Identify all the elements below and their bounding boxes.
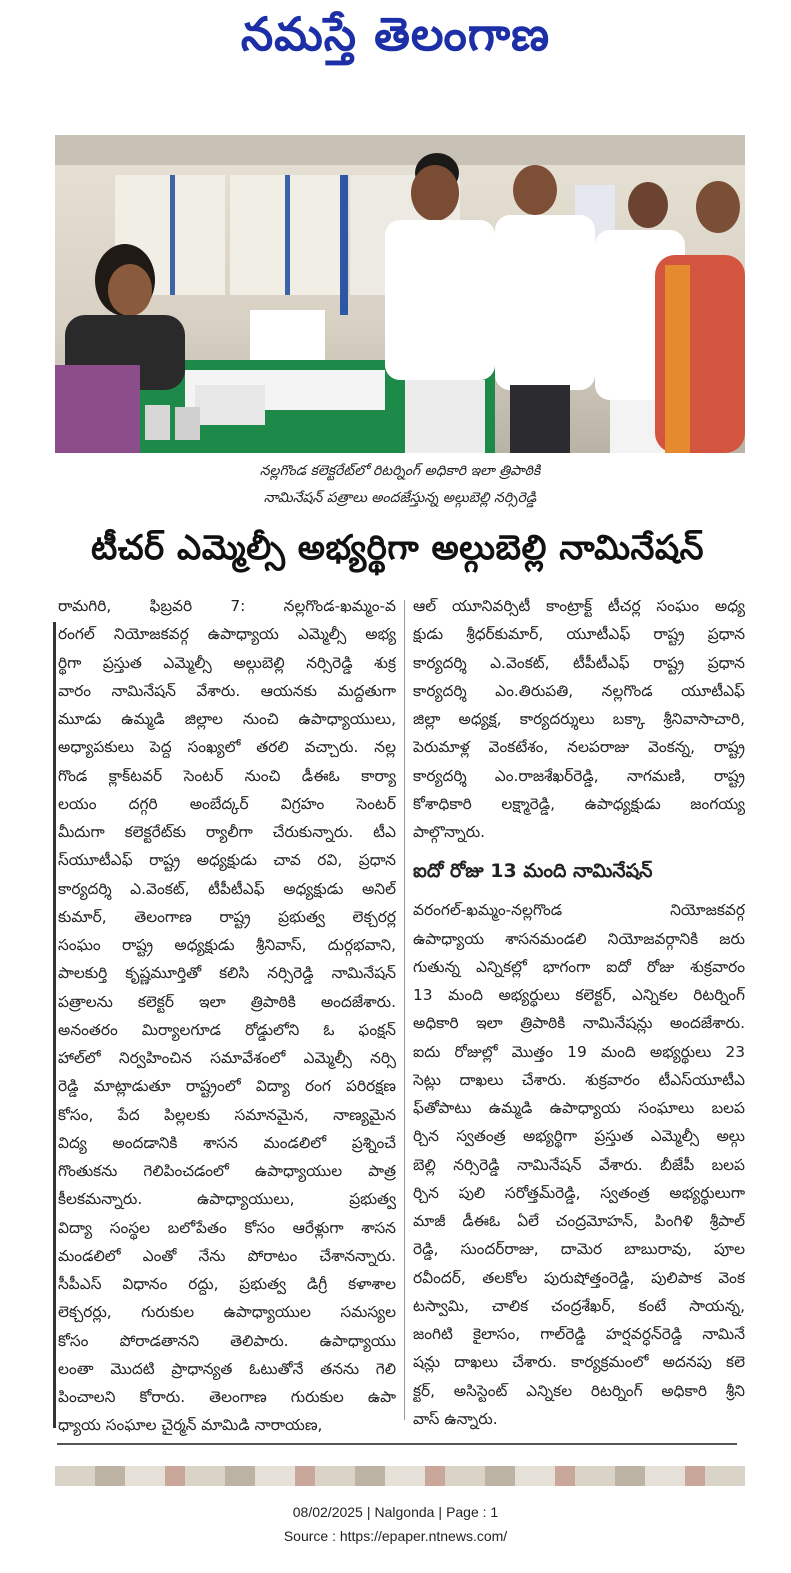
article-line: అధ్యాపకులు పెద్ద సంఖ్యలో తరలి వచ్చారు. నల్ల bbox=[58, 738, 396, 757]
article-line: జంగిటి కైలాసం, గాల్‌రెడ్డి హర్షవర్ధన్‌రెడ్డి నామినే bbox=[413, 1325, 745, 1343]
article-line: గొండ క్లాక్‌టవర్ సెంటర్ నుంచి డీఈఓ కార్యా bbox=[58, 766, 396, 785]
article-line: షన్లు దాఖలు చేశారు. కార్యక్రమంలో అదనపు కలె bbox=[413, 1353, 745, 1372]
newspaper-title: నమస్తే తెలంగాణ bbox=[240, 7, 551, 61]
news-photo bbox=[55, 135, 745, 453]
article-line: పెరుమాళ్ల వెంకటేశం, నలపరాజు వెంకన్న, రాష్ట్ర bbox=[413, 738, 745, 757]
article-line: రెడ్డి, సుందర్‌రాజు, దామెర బాబురావు, పూల bbox=[413, 1240, 745, 1259]
article-line: విద్య అందడానికి శాసన మండలిలో ప్రశ్నించే bbox=[58, 1133, 396, 1152]
article-line: లంతా మొదటి ప్రాధాన్యత ఓటుతోనే తనను గెలి bbox=[58, 1359, 396, 1378]
article-headline: టీచర్ ఎమ్మెల్సీ అభ్యర్థిగా అల్గుబెల్లి నామినేషన్ bbox=[90, 528, 705, 568]
article-line: ర్థిగా ప్రస్తుత ఎమ్మెల్సీ అల్గుబెల్లి నర్సిరెడ్డి శుక్ర bbox=[58, 653, 396, 672]
article-line: ఆల్ యూనివర్సిటీ కాంట్రాక్ట్ టీచర్ల సంఘం అధ్య bbox=[413, 597, 745, 615]
article-line: అనంతరం మిర్యాలగూడ రోడ్డులోని ఓ ఫంక్షన్ bbox=[58, 1020, 396, 1039]
article-line: ర్చిన పులి సరోత్తమ్‌రెడ్డి, స్వతంత్ర అభ్యర్థులుగా bbox=[413, 1183, 745, 1202]
article-line: బెల్లి నర్సిరెడ్డి నామినేషన్ వేశారు. బీజేపీ బలప bbox=[413, 1155, 745, 1174]
article-line: రామగిరి, ఫిబ్రవరి 7: నల్లగొండ-ఖమ్మం-వ bbox=[58, 597, 396, 615]
article-line: అధికారి ఇలా త్రిపాఠికి నామినేషన్లు అందజేశారు. bbox=[413, 1014, 745, 1033]
article-line: వారం నామినేషన్ వేశారు. ఆయనకు మద్దతుగా bbox=[58, 681, 396, 700]
article-line: స్‌యూటీఎఫ్ రాష్ట్ర అధ్యక్షుడు చావ రవి, ప్రధాన bbox=[58, 851, 396, 870]
article-line: కోసం, పేద పిల్లలకు సమానమైన, నాణ్యమైన bbox=[58, 1105, 396, 1124]
article-left-column bbox=[58, 592, 396, 1440]
article-line: మీదుగా కలెక్టరేట్‌కు ర్యాలీగా చేరుకున్నారు. టీఎ bbox=[58, 823, 396, 841]
footer-page: Page : 1 bbox=[446, 1504, 499, 1520]
masthead bbox=[0, 0, 791, 80]
caption-line: నల్లగొండ కలెక్టరేట్‌లో రిటర్నింగ్ అధికారి ఇలా త్రిపాఠికి bbox=[259, 463, 541, 479]
article-line: రంగల్ నియోజకవర్గ ఉపాధ్యాయ ఎమ్మెల్సీ అభ్య bbox=[58, 625, 396, 644]
article-line: రవీందర్, తలకోల పురుషోత్తంరెడ్డి, పులిపాక వెంక bbox=[413, 1268, 745, 1287]
article-line: పాల్గొన్నారు. bbox=[413, 823, 486, 841]
article-line: కీలకమన్నారు. ఉపాధ్యాయులు, ప్రభుత్వ bbox=[58, 1190, 396, 1209]
article-line: కోశాధికారి లక్ష్మారెడ్డి, ఉపాధ్యక్షుడు జంగయ్య bbox=[413, 794, 745, 813]
article-line: పాలకుర్తి కృష్ణమూర్తితో కలిసి నర్సిరెడ్డి నామినేషన్ bbox=[58, 964, 396, 983]
bottom-divider bbox=[57, 1443, 737, 1445]
page-footer bbox=[0, 1500, 791, 1548]
article-line: ఉపాధ్యాయ శాసనమండలి నియోజవర్గానికి జరు bbox=[413, 929, 745, 948]
article-line: వరంగల్-ఖమ్మం-నల్లగొండ నియోజకవర్గ bbox=[413, 901, 745, 920]
article-line: ఫ్‌తోపాటు ఉమ్మడి ఉపాధ్యాయ సంఘాలు బలప bbox=[413, 1099, 745, 1117]
column-accent-bar bbox=[53, 622, 56, 1428]
article-line: లయం దగ్గరి అంబేద్కర్ విగ్రహం సెంటర్ bbox=[58, 794, 396, 813]
article-line: కార్యదర్శి ఎ.వెంకట్, టీపీటీఎఫ్ రాష్ట్ర ప్రధాన bbox=[413, 653, 745, 672]
article-line: పత్రాలను కలెక్టర్ ఇలా త్రిపాఠికి అందజేశారు. bbox=[58, 992, 396, 1011]
article-line: విద్యా సంస్థల బలోపేతం కోసం ఆరేళ్లుగా శాసన bbox=[58, 1218, 396, 1237]
photo-illustration bbox=[55, 135, 745, 453]
article-line: మూడు ఉమ్మడి జిల్లాల నుంచి ఉపాధ్యాయులు, bbox=[58, 710, 396, 728]
article-line: క్షుడు శ్రీధర్‌కుమార్, యూటీఎఫ్ రాష్ట్ర ప్రధాన bbox=[413, 625, 745, 644]
article-line: టస్వామి, చాలిక చంద్రశేఖర్, కంటే సాయన్న, bbox=[413, 1296, 745, 1315]
article-line: గొంతుకను గెలిపించడంలో ఉపాధ్యాయుల పాత్ర bbox=[58, 1162, 396, 1180]
article-line: రెడ్డి మాట్లాడుతూ రాష్ట్రంలో విద్యా రంగ పరిరక్షణ bbox=[58, 1077, 396, 1096]
article-line: మండలిలో ఎంతో నేను పోరాటం చేశానన్నారు. bbox=[58, 1246, 396, 1265]
article-subheading: ఐదో రోజు 13 మంది నామినేషన్ bbox=[413, 860, 653, 883]
article-line: గుతున్న ఎన్నికల్లో భాగంగా ఐదో రోజు శుక్రవారం bbox=[413, 957, 745, 976]
article-line: పించాలని కోరారు. తెలంగాణ గురుకుల ఉపా bbox=[58, 1388, 396, 1406]
article-line: కుమార్, తెలంగాణ రాష్ట్ర ప్రభుత్వ లెక్చరర్ల bbox=[58, 907, 396, 926]
article-line: క్టర్, అసిస్టెంట్ ఎన్నికల రిటర్నింగ్ అధికారి శ్రీని bbox=[413, 1381, 745, 1400]
article-line: కార్యదర్శి ఎ.వెంకట్, టీపీటీఎఫ్ అధ్యక్షుడు అనిల్ bbox=[58, 879, 396, 898]
footer-edition: Nalgonda bbox=[374, 1504, 435, 1520]
column-divider bbox=[404, 600, 405, 1420]
article-line: లెక్చరర్లు, గురుకుల ఉపాధ్యాయుల సమస్యల bbox=[58, 1303, 396, 1322]
article-line: మాజీ డీఈఓ ఏలే చంద్రమోహన్, పింగిళి శ్రీపాల్ bbox=[413, 1212, 745, 1230]
article-line: ఐదు రోజుల్లో మొత్తం 19 మంది అభ్యర్థులు 23 bbox=[413, 1042, 745, 1061]
article-line: వాస్ ఉన్నారు. bbox=[413, 1409, 498, 1428]
article-right-column bbox=[413, 592, 745, 1433]
footer-date: 08/02/2025 bbox=[292, 1504, 363, 1520]
caption-line: నామినేషన్ పత్రాలు అందజేస్తున్న అల్గుబెల్లి నర్సిరెడ్డి bbox=[263, 490, 537, 506]
footer-source[interactable]: Source : https://epaper.ntnews.com/ bbox=[283, 1528, 508, 1544]
article-line: సంఘం రాష్ట్ర అధ్యక్షుడు శ్రీనివాస్, దుర్గభవాని, bbox=[58, 936, 396, 954]
article-line: 13 మంది అభ్యర్థులు కలెక్టర్, ఎన్నికల రిటర్నింగ్ bbox=[413, 986, 745, 1004]
article-line: జిల్లా అధ్యక్ష, కార్యదర్శులు బక్కా శ్రీనివాసాచారి, bbox=[413, 710, 745, 728]
footer-meta: 08/02/2025 | Nalgonda | Page : 1 bbox=[292, 1504, 499, 1520]
next-article-photo-strip bbox=[55, 1466, 745, 1486]
article-line: కార్యదర్శి ఎం.తిరుపతి, నల్లగొండ యూటీఎఫ్ bbox=[413, 681, 745, 700]
article-line: సెట్లు దాఖలు చేశారు. శుక్రవారం టీఎస్‌యూటీఎ bbox=[413, 1070, 745, 1089]
article-line: ధ్యాయ సంఘాల చైర్మన్ మామిడి నారాయణ, bbox=[58, 1416, 323, 1435]
article-line: కార్యదర్శి ఎం.రాజశేఖర్‌రెడ్డి, నాగమణి, రాష్ట్ర bbox=[413, 766, 745, 785]
article-line: ర్చిన స్వతంత్ర అభ్యర్థిగా ప్రస్తుత ఎమ్మెల్సీ అల్గు bbox=[413, 1127, 745, 1146]
article-line: కోసం పోరాడతానని తెలిపారు. ఉపాధ్యాయు bbox=[58, 1331, 396, 1350]
article-line: హాల్‌లో నిర్వహించిన సమావేశంలో ఎమ్మెల్సీ నర్సి bbox=[58, 1049, 396, 1067]
photo-caption bbox=[55, 458, 745, 512]
article-line: సీపీఎస్ విధానం రద్దు, ప్రభుత్వ డిగ్రీ కళాశాల bbox=[58, 1275, 396, 1293]
